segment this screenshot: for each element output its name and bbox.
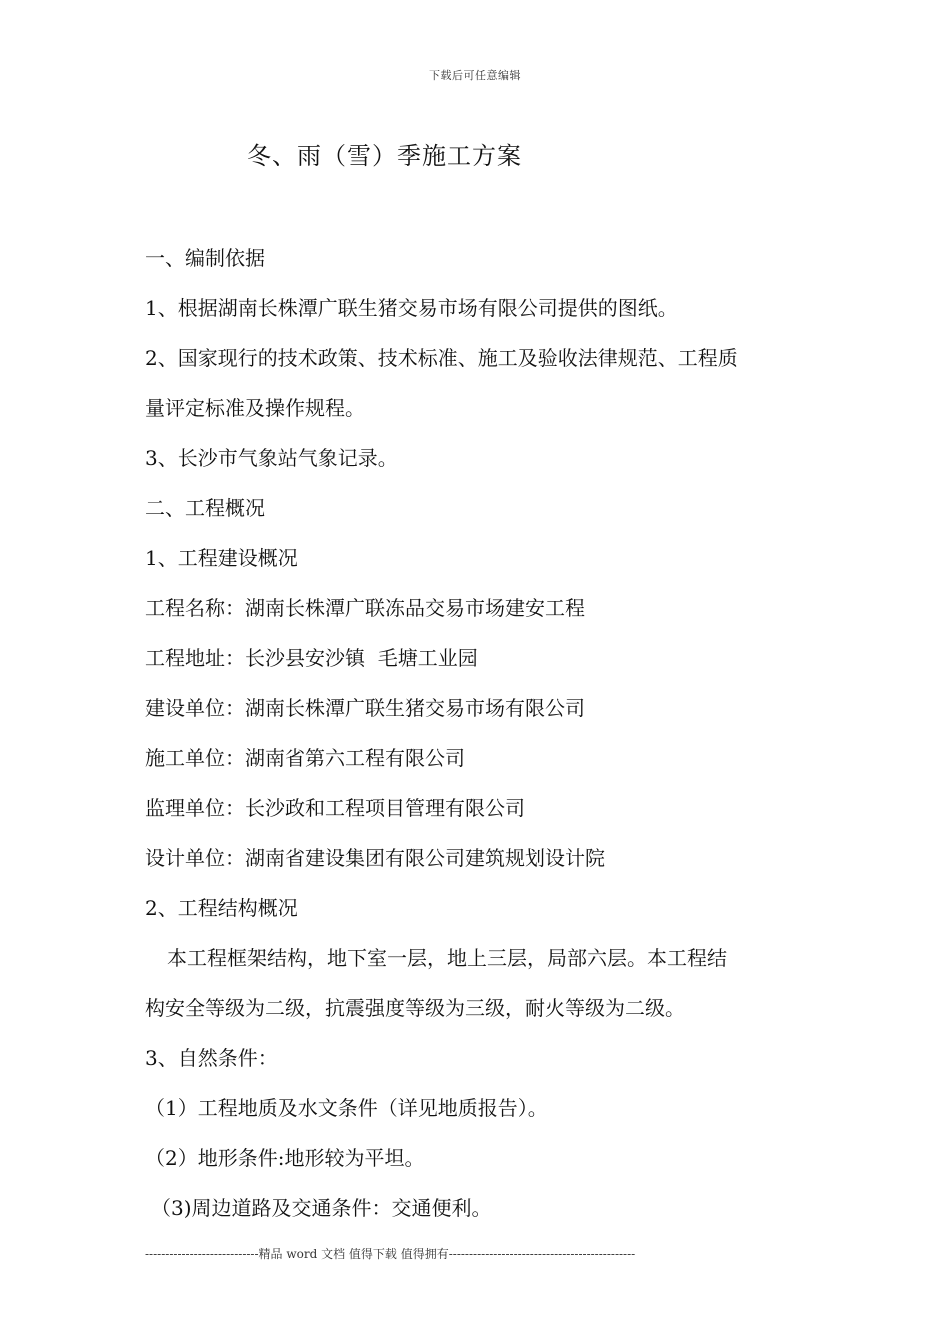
subheading-construction-overview: 1、工程建设概况 (145, 546, 298, 570)
page-header: 下载后可任意编辑 (429, 69, 521, 82)
supervisor: 监理单位：长沙政和工程项目管理有限公司 (145, 796, 525, 820)
construction-owner: 建设单位：湖南长株潭广联生猪交易市场有限公司 (145, 696, 585, 720)
document-body (145, 233, 815, 1233)
basis-item-2: 2、国家现行的技术政策、技术标准、施工及验收法律规范、工程质 (145, 346, 738, 370)
subheading-structure-overview: 2、工程结构概况 (145, 896, 298, 920)
basis-item-2-cont: 量评定标准及操作规程。 (145, 396, 365, 420)
condition-item-3: （3)周边道路及交通条件：交通便利。 (151, 1196, 492, 1220)
section-heading-overview: 二、工程概况 (145, 496, 265, 520)
document-title: 冬、雨（雪）季施工方案 (247, 142, 522, 170)
basis-item-3: 3、长沙市气象站气象记录。 (145, 446, 398, 470)
designer: 设计单位：湖南省建设集团有限公司建筑规划设计院 (145, 846, 605, 870)
subheading-natural-conditions: 3、自然条件： (145, 1046, 278, 1070)
page-footer: ----------------------------精品 word 文档 值得下载 值得拥有---------------------------------------------- (145, 1247, 636, 1261)
project-address: 工程地址：长沙县安沙镇 毛塘工业园 (145, 646, 478, 670)
structure-paragraph-line-1: 本工程框架结构，地下室一层，地上三层，局部六层。本工程结 (167, 946, 727, 970)
condition-item-2: （2）地形条件:地形较为平坦。 (145, 1146, 425, 1170)
condition-item-1: （1）工程地质及水文条件（详见地质报告）。 (145, 1096, 548, 1120)
contractor: 施工单位：湖南省第六工程有限公司 (145, 746, 465, 770)
section-heading-basis: 一、编制依据 (145, 246, 265, 270)
structure-paragraph-line-2: 构安全等级为二级，抗震强度等级为三级，耐火等级为二级。 (145, 996, 685, 1020)
project-name: 工程名称：湖南长株潭广联冻品交易市场建安工程 (145, 596, 585, 620)
basis-item-1: 1、根据湖南长株潭广联生猪交易市场有限公司提供的图纸。 (145, 296, 678, 320)
